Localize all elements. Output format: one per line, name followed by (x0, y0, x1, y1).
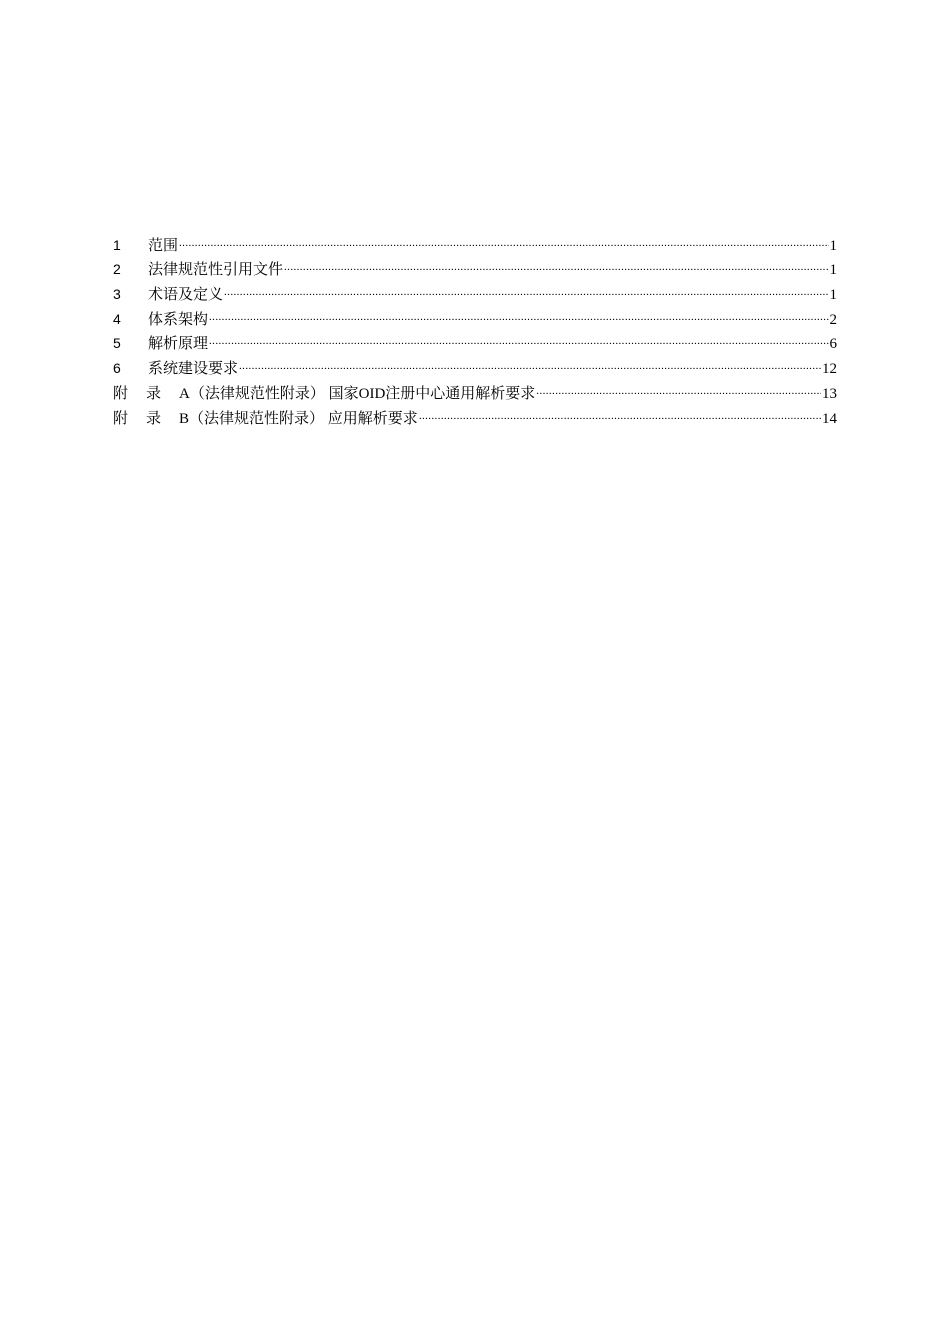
toc-entry-page: 13 (822, 385, 837, 402)
toc-entry-number: 1 (113, 236, 121, 253)
toc-entry-page: 2 (829, 311, 837, 328)
toc-dot-leader (239, 348, 821, 373)
toc-entry-number: 5 (113, 335, 121, 352)
toc-entry[interactable] (113, 324, 837, 353)
toc-entry[interactable] (113, 250, 837, 279)
appendix-label-char-1: 附 (113, 385, 129, 402)
toc-entry[interactable] (113, 348, 837, 378)
toc-entry-page: 1 (829, 262, 837, 279)
appendix-letter: B (179, 410, 190, 427)
toc-dot-leader (536, 373, 821, 398)
toc-entry[interactable] (113, 225, 837, 254)
appendix-label-char-1: 附 (113, 410, 129, 427)
toc-entry-page: 12 (822, 361, 837, 378)
toc-dot-leader (224, 274, 828, 299)
toc-appendix-prefix (113, 382, 190, 407)
appendix-label-char-2: 录 (146, 410, 162, 427)
toc-entry-title[interactable]: 体系架构 (148, 311, 209, 328)
toc-dot-leader (209, 324, 828, 349)
toc-entry-page: 14 (822, 410, 837, 427)
toc-appendix-title[interactable]: （法律规范性附录） 国家OID注册中心通用解析要求 (189, 385, 536, 402)
toc-appendix-prefix (113, 407, 189, 432)
toc-entry[interactable] (113, 299, 837, 328)
toc-dot-leader (209, 299, 828, 324)
toc-entry-page: 1 (829, 287, 837, 304)
table-of-contents (113, 225, 837, 427)
toc-entry-number: 2 (113, 261, 121, 278)
toc-entry-number: 3 (113, 286, 121, 303)
toc-dot-leader (284, 250, 828, 275)
toc-entry-title[interactable]: 法律规范性引用文件 (148, 262, 284, 279)
toc-entry-title[interactable]: 术语及定义 (148, 287, 224, 304)
toc-entry-title[interactable]: 范围 (148, 237, 179, 254)
toc-entry-title[interactable]: 系统建设要求 (148, 361, 239, 378)
appendix-letter: A (179, 385, 190, 402)
toc-dot-leader (419, 398, 821, 423)
toc-entry-page: 1 (829, 237, 837, 254)
appendix-label-char-2: 录 (146, 385, 162, 402)
toc-entry-number: 4 (113, 310, 121, 327)
toc-dot-leader (179, 225, 828, 250)
toc-entry-number: 6 (113, 360, 121, 377)
toc-entry-page: 6 (829, 336, 837, 353)
toc-appendix-title[interactable]: （法律规范性附录） 应用解析要求 (189, 410, 418, 427)
toc-entry-title[interactable]: 解析原理 (148, 336, 209, 353)
